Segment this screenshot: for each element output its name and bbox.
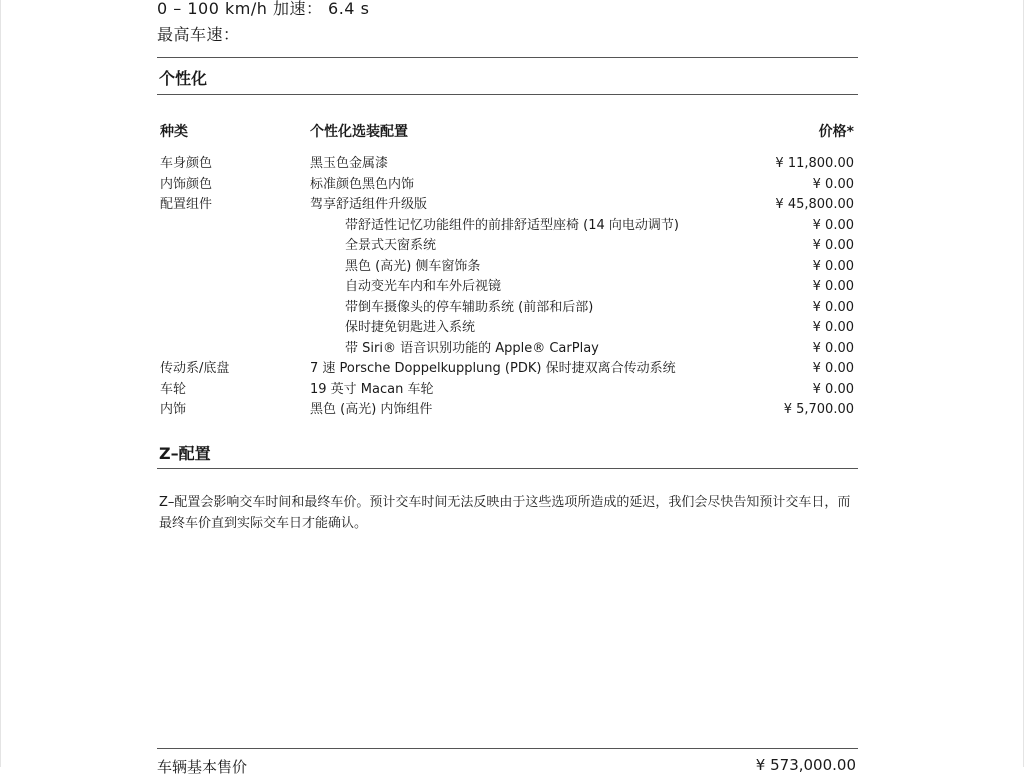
- row-category: 配置组件: [160, 197, 213, 212]
- row-option: 驾享舒适组件升级版: [310, 197, 428, 212]
- row-price: ¥ 45,800.00: [775, 197, 854, 212]
- column-header-price: 价格*: [818, 124, 854, 140]
- base-price-label: 车辆基本售价: [157, 758, 248, 776]
- row-option: 标准颜色黑色内饰: [310, 176, 415, 192]
- table-row: [0, 380, 1024, 401]
- row-option: 带 Siri® 语音识别功能的 Apple® CarPlay: [345, 340, 599, 356]
- row-price: ¥ 0.00: [812, 258, 854, 274]
- table-row: [0, 339, 1024, 360]
- row-option: 7 速 Porsche Doppelkupplung (PDK) 保时捷双离合传动系统: [310, 361, 676, 376]
- column-header-category: 种类: [160, 124, 188, 140]
- row-price: ¥ 0.00: [812, 238, 854, 253]
- acceleration-spec: 0 – 100 km/h 加速： 6.4 s: [157, 0, 370, 18]
- row-price: ¥ 0.00: [812, 340, 854, 356]
- personalization-title: 个性化: [159, 69, 208, 88]
- table-row: [0, 298, 1024, 319]
- top-speed-spec: 最高车速：: [157, 25, 240, 44]
- section-divider: [157, 94, 858, 95]
- row-category: 车身颜色: [160, 156, 213, 171]
- table-row: [0, 318, 1024, 339]
- row-option: 黑色 (高光) 内饰组件: [310, 402, 433, 417]
- row-price: ¥ 0.00: [812, 320, 854, 335]
- section-divider: [157, 57, 858, 58]
- row-option: 保时捷免钥匙进入系统: [345, 320, 476, 335]
- table-row: [0, 216, 1024, 237]
- row-price: ¥ 0.00: [812, 361, 854, 376]
- column-header-option: 个性化选装配置: [310, 124, 408, 140]
- row-option: 全景式天窗系统: [345, 238, 437, 253]
- z-config-description: Z–配置会影响交车时间和最终车价。预计交车时间无法反映由于这些选项所造成的延迟，我们会尽快告知预计交车日，而最终车价直到实际交车日才能确认。: [159, 495, 851, 531]
- table-row: [0, 154, 1024, 175]
- row-price: ¥ 0.00: [812, 299, 854, 315]
- row-option: 自动变光车内和车外后视镜: [345, 279, 502, 294]
- row-price: ¥ 0.00: [812, 279, 854, 294]
- row-category: 车轮: [160, 381, 187, 397]
- row-price: ¥ 0.00: [812, 217, 854, 233]
- section-divider: [157, 748, 858, 749]
- table-row: [0, 400, 1024, 421]
- row-option: 黑色 (高光) 侧车窗饰条: [345, 258, 481, 274]
- row-option: 19 英寸 Macan 车轮: [310, 381, 434, 397]
- table-row: [0, 257, 1024, 278]
- table-row: [0, 195, 1024, 216]
- row-price: ¥ 5,700.00: [783, 402, 854, 417]
- row-price: ¥ 0.00: [812, 176, 854, 192]
- row-option: 黑玉色金属漆: [310, 156, 389, 171]
- z-config-title: Z–配置: [159, 444, 211, 463]
- row-price: ¥ 0.00: [812, 381, 854, 397]
- row-category: 传动系/底盘: [160, 361, 230, 376]
- section-divider: [157, 468, 858, 469]
- row-option: 带舒适性记忆功能组件的前排舒适型座椅 (14 向电动调节): [345, 217, 679, 233]
- row-category: 内饰颜色: [160, 176, 213, 192]
- table-row: [0, 236, 1024, 257]
- base-price-value: ¥ 573,000.00: [755, 756, 856, 774]
- row-option: 带倒车摄像头的停车辅助系统 (前部和后部): [345, 299, 594, 315]
- row-price: ¥ 11,800.00: [775, 156, 854, 171]
- table-row: [0, 277, 1024, 298]
- table-row: [0, 175, 1024, 196]
- row-category: 内饰: [160, 402, 187, 417]
- table-row: [0, 359, 1024, 380]
